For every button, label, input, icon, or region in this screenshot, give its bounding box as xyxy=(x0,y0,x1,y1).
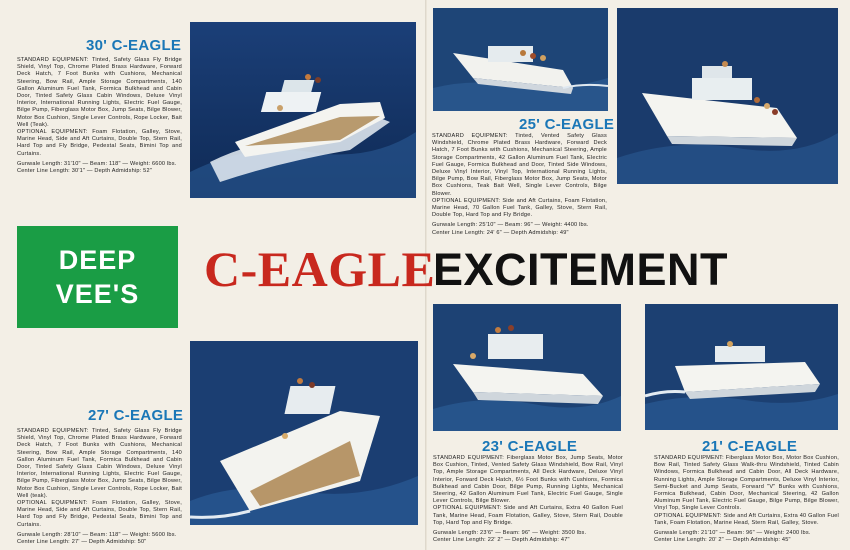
spec-block-21 xyxy=(654,455,839,544)
standard-equipment-21: STANDARD EQUIPMENT: Fiberglass Motor Box, Motor Box Cushion, Bow Rail, Tinted Safety Glass Walk-thru Windshield, Tinted Cabin Windows, Formica Bulkhead and Cabin Door, All Deck Hardware, Running Lights, Ample Storage Compartments, Deluxe Vinyl Interior, Semi-Bucket and Jump Seats, Forward "V" Bunks with Cushions, Formica Bulkhead, Cabin Door, Mechanical Steering, 42 Gallon Aluminum Fuel Tank, Electric Fuel Gauge, Bilge Pump, Bilge Blower, Vinyl Top, Single Lever Controls. xyxy=(654,455,839,512)
photo-23-c-eagle xyxy=(433,304,621,431)
dimensions-27-gunwale: Gunwale Length: 28'10" — Beam: 118" — Weight: 5600 lbs. xyxy=(17,531,177,538)
optional-equipment-23: OPTIONAL EQUIPMENT: Side and Aft Curtains, Extra 40 Gallon Fuel Tank, Marine Head, Foam Flotation, Galley, Stove, Stern Rail, Double Top, Hard Top and Fly Bridge. xyxy=(433,505,623,526)
model-title-30: 30' C-EAGLE xyxy=(86,37,182,54)
spec-block-30 xyxy=(17,57,182,175)
dimensions-30-gunwale: Gunwale Length: 31'10" — Beam: 118" — Weight: 6600 lbs. xyxy=(17,160,177,167)
headline-c-eagle: C-EAGLE xyxy=(204,241,436,297)
headline-excitement: EXCITEMENT xyxy=(433,244,729,295)
spec-block-27 xyxy=(17,428,182,546)
spec-block-23 xyxy=(433,455,623,544)
optional-equipment-21: OPTIONAL EQUIPMENT: Side and Aft Curtains, Extra 40 Gallon Fuel Tank, Foam Flotation, Marine Head, Stern Rail, Galley, Stove. xyxy=(654,512,839,526)
standard-equipment-27: STANDARD EQUIPMENT: Tinted, Safety Glass Fly Bridge Shield, Vinyl Top, Chrome Plated Brass Hardware, Forward Deck Hatch, 7 Foot Bunks with Cushions, Mechanical Steering, Bow Rail, Ample Storage Compartments, 140 Gallon Aluminum Fuel Tank, Formica Bulkhead and Cabin Door, Tinted Safety Glass Cabin Windows, Deluxe Vinyl Interior, International Running Lights, Electric Fuel Gauge, Bilge Pump, Fiberglass Motor Box, Jump Seats, Bilge Blower, Motor Box Cushion, Single Lever Controls, Rope Locker, Bait Well (teak). xyxy=(17,428,182,499)
dimensions-27-centerline: Center Line Length: 27' — Depth Admidship: 50" xyxy=(17,539,147,546)
model-title-25: 25' C-EAGLE xyxy=(519,116,615,133)
photo-25-c-eagle-cruising xyxy=(433,8,608,111)
model-title-23: 23' C-EAGLE xyxy=(482,438,578,455)
badge-line-vees: VEE'S xyxy=(55,279,140,309)
dimensions-23-gunwale: Gunwale Length: 23'6" — Beam: 96" — Weight: 3500 lbs. xyxy=(433,530,587,537)
spec-block-25 xyxy=(432,133,607,237)
optional-equipment-30: OPTIONAL EQUIPMENT: Foam Flotation, Galley, Stove, Marine Head, Side and Aft Curtains, Double Top, Stern Rail, Hard Top and Fly Bridge, Pedestal Seats, Bimini Top and Curtains. xyxy=(17,129,182,157)
dimensions-23-centerline: Center Line Length: 22' 2" — Depth Admidship: 47" xyxy=(433,537,570,544)
dimensions-25-centerline: Center Line Length: 24' 6" — Depth Admidship: 49" xyxy=(432,229,569,236)
model-title-27: 27' C-EAGLE xyxy=(88,407,184,424)
standard-equipment-30: STANDARD EQUIPMENT: Tinted, Safety Glass Fly Bridge Shield, Vinyl Top, Chrome Plated Brass Hardware, Forward Deck Hatch, 7 Foot Bunks with Cushions, Mechanical Steering, Bow Rail, Ample Storage Compartments, 140 Gallon Aluminum Fuel Tank, Formica Bulkhead and Cabin Door, Tinted Safety Glass Cabin Windows, Deluxe Vinyl Interior, International Running Lights, Electric Fuel Gauge, Bilge Pump, Fiberglass Motor Box, Jump Seats, Bilge Blower, Motor Box Cushion, Single Lever Controls, Rope Locker, Bait Well (Teak). xyxy=(17,57,182,128)
dimensions-21-gunwale: Gunwale Length: 21'10" — Beam: 96" — Weight: 2400 lbs. xyxy=(654,530,811,537)
deep-vees-badge xyxy=(17,226,178,328)
optional-equipment-25: OPTIONAL EQUIPMENT: Side and Aft Curtains, Foam Flotation, Marine Head, 70 Gallon Fuel Tank, Galley, Stove, Stern Rail, Double Top, Hard Top and Fly Bridge. xyxy=(432,197,607,219)
dimensions-25-gunwale: Gunwale Length: 25'10" — Beam: 96" — Weight: 4400 lbs. xyxy=(432,222,589,229)
model-title-21: 21' C-EAGLE xyxy=(702,438,798,455)
photo-25-c-eagle-rear xyxy=(617,8,838,184)
dimensions-21-centerline: Center Line Length: 20' 2" — Depth Admidship: 45" xyxy=(654,537,791,544)
standard-equipment-25: STANDARD EQUIPMENT: Tinted, Vented Safety Glass Windshield, Chrome Plated Brass Hardware, Forward Deck Hatch, 7 Foot Bunks with Cushions, Mechanical Steering, Ample Storage Compartments, 42 Gallon Aluminum Fuel Tank, Electric Fuel Gauge, Formica Bulkhead and Door, Tinted Side Windows, Deluxe Vinyl Interior, Vinyl Top, International Running Lights, Bilge Pump, Bow Rail, Fiberglass Motor Box, Jump Seats, Motor Box Cushions, Teak Bait Well, Single Lever Controls, Bilge Blower. xyxy=(432,133,607,197)
dimensions-30-centerline: Center Line Length: 30'1" — Depth Admidship: 52" xyxy=(17,168,152,175)
badge-line-deep: DEEP xyxy=(58,245,137,275)
photo-27-c-eagle xyxy=(190,341,418,525)
standard-equipment-23: STANDARD EQUIPMENT: Fiberglass Motor Box, Jump Seats, Motor Box Cushion, Tinted, Vented Safety Glass Windshield, Bow Rail, Vinyl Top, Ample Storage Compartments, All Deck Hardware, Deluxe Vinyl Interior, Forward Deck Hatch, 6½ Foot Bunks with Cushions, Formica Bulkhead and Cabin Door, Bilge Pump, Running Lights, Mechanical Steering, 42 Gallon Aluminum Fuel Tank, Electric Fuel Gauge, Single Lever Controls, Bilge Blower. xyxy=(433,455,623,505)
photo-30-c-eagle xyxy=(190,22,416,198)
photo-21-c-eagle xyxy=(645,304,838,430)
optional-equipment-27: OPTIONAL EQUIPMENT: Foam Flotation, Galley, Stove, Marine Head, Side and Aft Curtains, Double Top, Stern Rail, Hard Top and Fly Bridge, Pedestal Seats, Bimini Top and Curtains. xyxy=(17,500,182,528)
